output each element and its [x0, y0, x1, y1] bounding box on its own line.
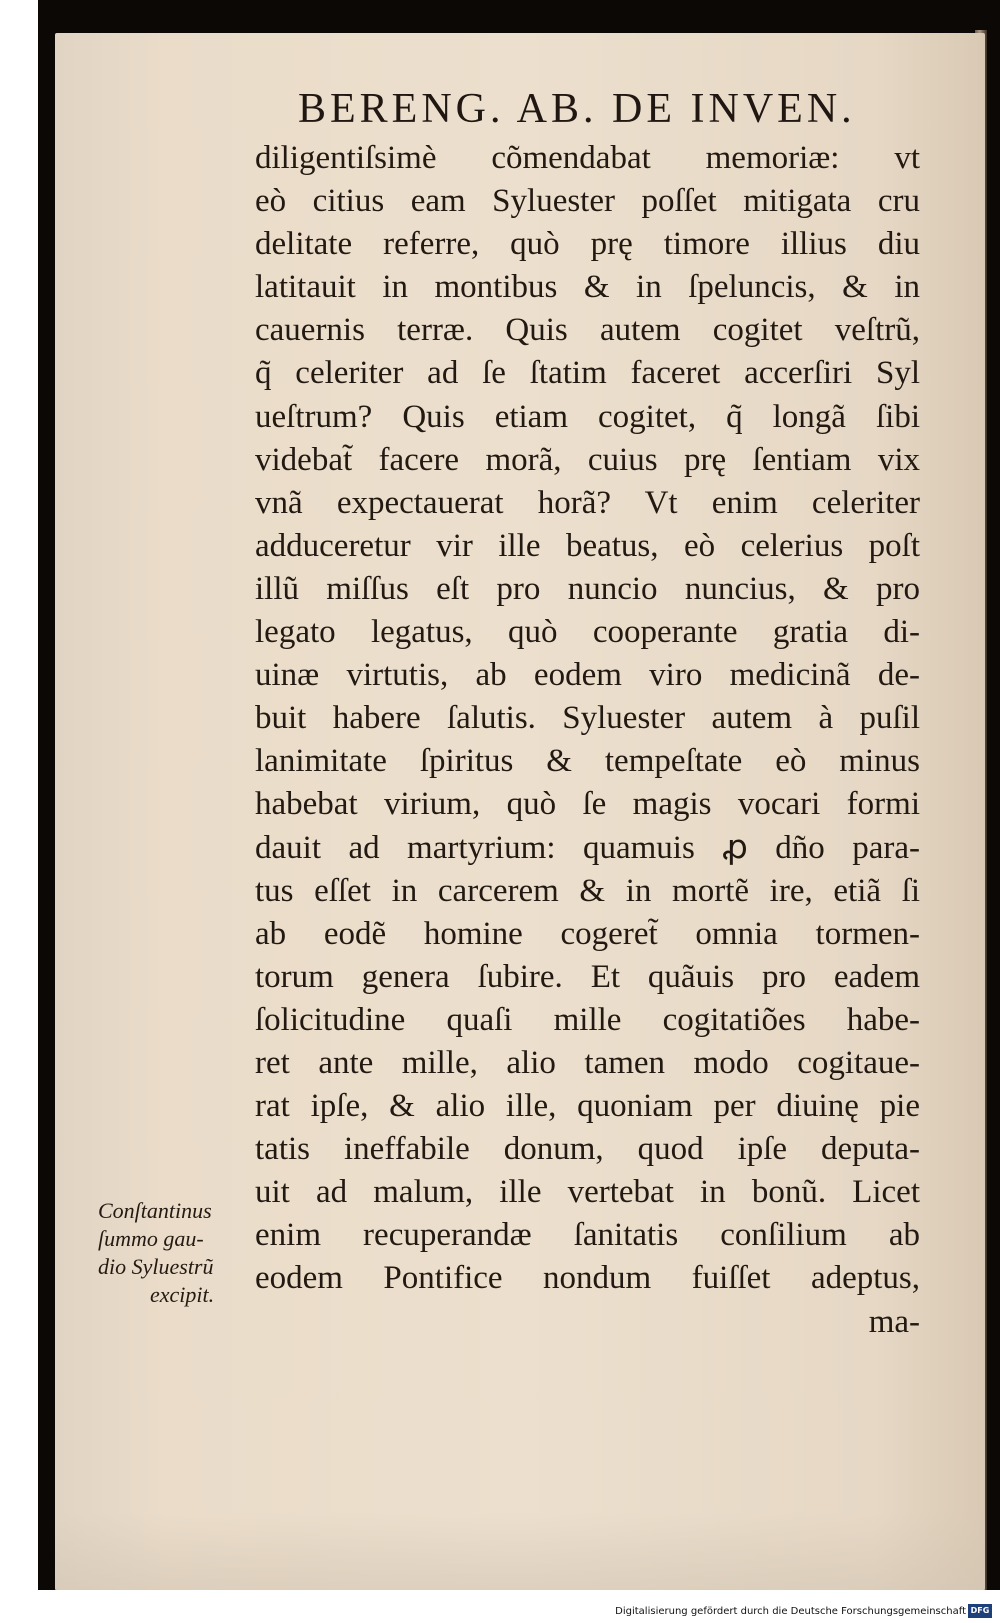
- body-text: [255, 137, 920, 1344]
- text-line: illũ miſſus eſt pro nuncio nuncius, & pro: [255, 570, 920, 607]
- text-line: eodem Pontifice nondum fuiſſet adeptus,: [255, 1260, 920, 1297]
- text-line: legato legatus, quò cooperante gratia di-: [255, 614, 920, 651]
- marginal-note: [98, 1197, 248, 1309]
- text-line: torum genera ſubire. Et quãuis pro eadem: [255, 958, 920, 995]
- page-shadow: [55, 1512, 985, 1590]
- text-line: tus eſſet in carcerem & in mortẽ ire, etiã ſi: [255, 872, 920, 909]
- text-line: dauit ad martyrium: quamuis ꝓ dño para-: [255, 829, 920, 866]
- marginal-note-line: ſummo gau-: [98, 1226, 204, 1251]
- catchword: ma-: [868, 1303, 920, 1340]
- text-line: adduceretur vir ille beatus, eò celerius poſt: [255, 527, 920, 564]
- text-line: eò citius eam Syluester poſſet mitigata cru: [255, 183, 920, 220]
- text-line: diligentiſsimè cõmendabat memoriæ: vt: [255, 140, 920, 176]
- text-line: lanimitate ſpiritus & tempeſtate eò minus: [255, 743, 920, 780]
- text-line: videbat̃ facere morã, cuius prę ſentiam vix: [255, 441, 920, 478]
- text-line: ret ante mille, alio tamen modo cogitaue-: [255, 1044, 920, 1081]
- text-line: uinæ virtutis, ab eodem viro medicinã de-: [255, 657, 920, 694]
- text-line: uit ad malum, ille vertebat in bonũ. Licet: [255, 1174, 920, 1211]
- text-line: ueſtrum? Quis etiam cogitet, q̃ longã ſibi: [255, 398, 920, 435]
- text-line: q̃ celeriter ad ſe ſtatim faceret accerſiri Syl: [255, 355, 920, 392]
- text-line: cauernis terræ. Quis autem cogitet veſtrũ,: [255, 312, 920, 349]
- dfg-logo-icon: DFG: [968, 1604, 992, 1618]
- text-line: buit habere ſalutis. Syluester autem à puſil: [255, 700, 920, 737]
- text-line: habebat virium, quò ſe magis vocari formi: [255, 786, 920, 823]
- text-line: delitate referre, quò prę timore illius diu: [255, 226, 920, 263]
- text-line: ſolicitudine quaſi mille cogitatiões habe-: [255, 1001, 920, 1038]
- marginal-note-line: Conſtantinus: [98, 1198, 212, 1223]
- text-line: ab eodẽ homine cogeret̃ omnia tormen-: [255, 915, 920, 952]
- digitization-credit: Digitalisierung gefördert durch die Deutsche Forschungsgemeinschaft: [615, 1606, 966, 1617]
- text-line: latitauit in montibus & in ſpeluncis, & in: [255, 269, 920, 306]
- text-line: tatis ineffabile donum, quod ipſe deputa-: [255, 1131, 920, 1168]
- running-head: BERENG. AB. DE INVEN.: [298, 86, 856, 132]
- text-line: vnã expectauerat horã? Vt enim celeriter: [255, 484, 920, 521]
- text-line: rat ipſe, & alio ille, quoniam per diuinę pie: [255, 1088, 920, 1125]
- text-line: enim recuperandæ ſanitatis conſilium ab: [255, 1217, 920, 1254]
- marginal-note-line: excipit.: [150, 1282, 215, 1307]
- marginal-note-line: dio Syluestrũ: [98, 1254, 214, 1279]
